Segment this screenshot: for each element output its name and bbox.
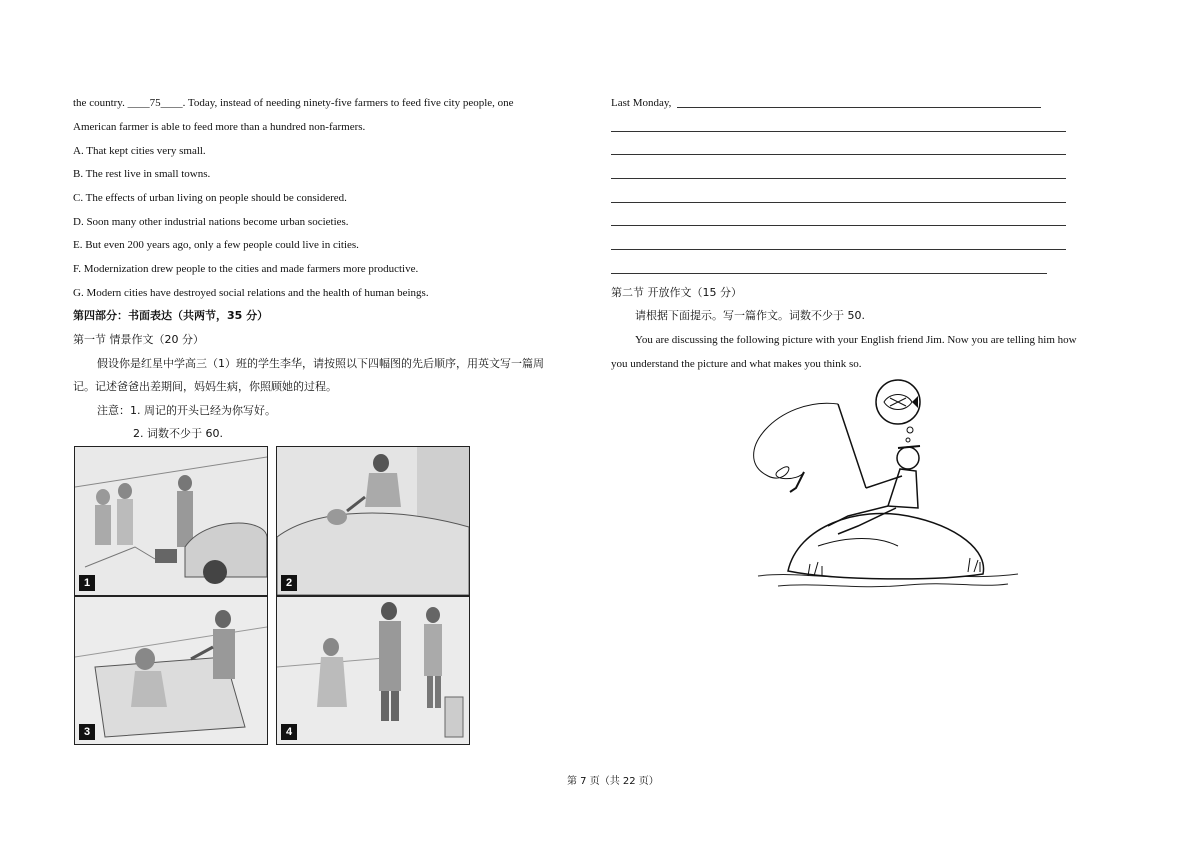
answer-line-0 [677, 107, 1041, 108]
option-d: D. Soon many other industrial nations become urban societies. [73, 216, 349, 228]
essay-starter: Last Monday, [611, 97, 672, 109]
instruction-line-1: 假设你是红星中学高三（1）班的学生李华，请按照以下四幅图的先后顺序，用英文写一篇周 [97, 357, 544, 370]
answer-line-7 [611, 273, 1047, 274]
note-1: 注意：1. 周记的开头已经为你写好。 [97, 404, 276, 417]
bedroom-scene-illustration [277, 447, 469, 595]
fisherman-cartoon [738, 376, 1028, 601]
answer-line-6 [611, 249, 1066, 250]
answer-line-1 [611, 131, 1066, 132]
panel-number-4: 4 [281, 724, 297, 740]
part4-heading: 第四部分：书面表达（共两节，35 分） [73, 309, 269, 322]
page-number: 第 7 页（共 22 页） [567, 776, 659, 787]
prompt-line-2: You are discussing the following picture with your English friend Jim. Now you are telling him how [635, 334, 1077, 346]
option-g: G. Modern cities have destroyed social relations and the health of human beings. [73, 287, 429, 299]
section1-heading: 第一节 情景作文（20 分） [73, 333, 204, 346]
option-c: C. The effects of urban living on people should be considered. [73, 192, 347, 204]
passage-line-1: the country. ____75____. Today, instead of needing ninety-five farmers to feed five city people, one [73, 97, 514, 109]
instruction-line-2: 记。记述爸爸出差期间，妈妈生病，你照顾她的过程。 [73, 380, 337, 393]
prompt-line-1: 请根据下面提示。写一篇作文。词数不少于 50. [635, 309, 865, 322]
option-e: E. But even 200 years ago, only a few people could live in cities. [73, 239, 359, 251]
note-2: 2. 词数不少于 60. [133, 427, 223, 440]
picture-panel-3 [74, 596, 268, 745]
picture-panel-4 [276, 596, 470, 745]
answer-line-2 [611, 154, 1066, 155]
option-f: F. Modernization drew people to the cities and made farmers more productive. [73, 263, 419, 275]
panel-number-1: 1 [79, 575, 95, 591]
panel-number-3: 3 [79, 724, 95, 740]
panel-number-2: 2 [281, 575, 297, 591]
fisherman-drawing [738, 376, 1028, 601]
family-reunion-illustration [277, 597, 469, 744]
option-b: B. The rest live in small towns. [73, 168, 211, 180]
section2-heading: 第二节 开放作文（15 分） [611, 286, 742, 299]
answer-line-3 [611, 178, 1066, 179]
prompt-line-3: you understand the picture and what makes you think so. [611, 358, 862, 370]
answer-line-5 [611, 225, 1066, 226]
street-scene-illustration [75, 447, 267, 595]
picture-panel-1 [74, 446, 268, 596]
option-a: A. That kept cities very small. [73, 145, 206, 157]
answer-line-4 [611, 202, 1066, 203]
hospital-bed-illustration [75, 597, 267, 744]
picture-panel-2 [276, 446, 470, 596]
passage-line-2: American farmer is able to feed more than a hundred non-farmers. [73, 121, 366, 133]
